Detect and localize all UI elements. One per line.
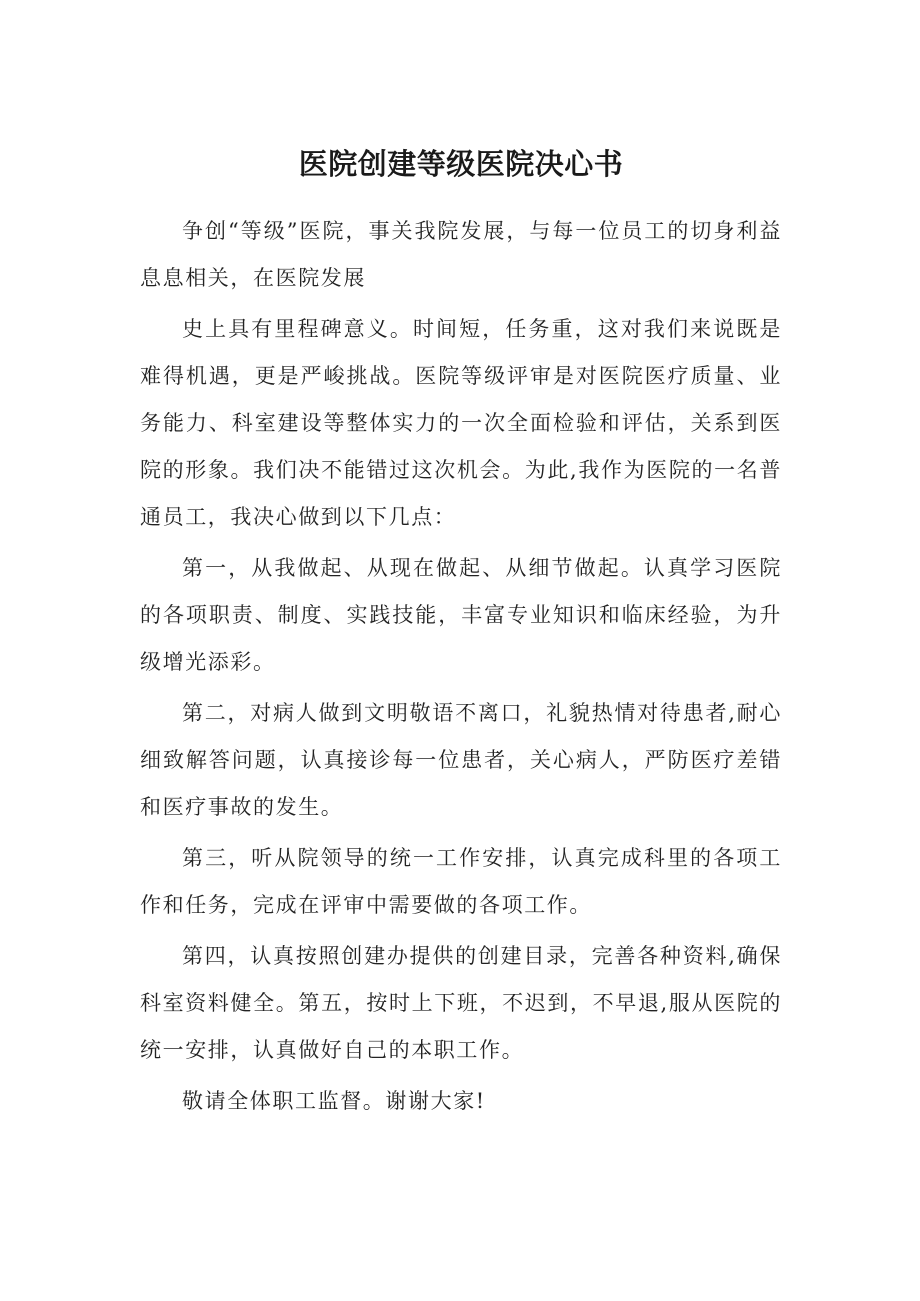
document-title: 医院创建等级医院决心书	[298, 147, 624, 181]
paragraph-background: 史上具有里程碑意义。时间短，任务重，这对我们来说既是难得机遇，更是严峻挑战。医院等级评审是对医院医疗质量、业务能力、科室建设等整体实力的一次全面检验和评估，关系到医院的形象。我们决不能错过这次机会。为此,我作为医院的一名普通员工，我决心做到以下几点：	[140, 317, 782, 529]
paragraph-point-three: 第三，听从院领导的统一工作安排，认真完成科里的各项工作和任务，完成在评审中需要做的各项工作。	[140, 846, 782, 917]
paragraph-closing: 敬请全体职工监督。谢谢大家!	[182, 1089, 486, 1113]
paragraph-point-one: 第一，从我做起、从现在做起、从细节做起。认真学习医院的各项职责、制度、实践技能，丰富专业知识和临床经验，为升级增光添彩。	[140, 556, 782, 674]
paragraph-point-four-five: 第四，认真按照创建办提供的创建目录，完善各种资料,确保科室资料健全。第五，按时上下班，不迟到，不早退,服从医院的统一安排，认真做好自己的本职工作。	[140, 944, 782, 1062]
paragraph-intro: 争创“等级”医院，事关我院发展，与每一位员工的切身利益息息相关，在医院发展	[140, 219, 782, 290]
document-page	[140, 140, 782, 1129]
paragraph-point-two: 第二，对病人做到文明敬语不离口，礼貌热情对待患者,耐心细致解答问题，认真接诊每一位患者，关心病人，严防医疗差错和医疗事故的发生。	[140, 701, 782, 819]
